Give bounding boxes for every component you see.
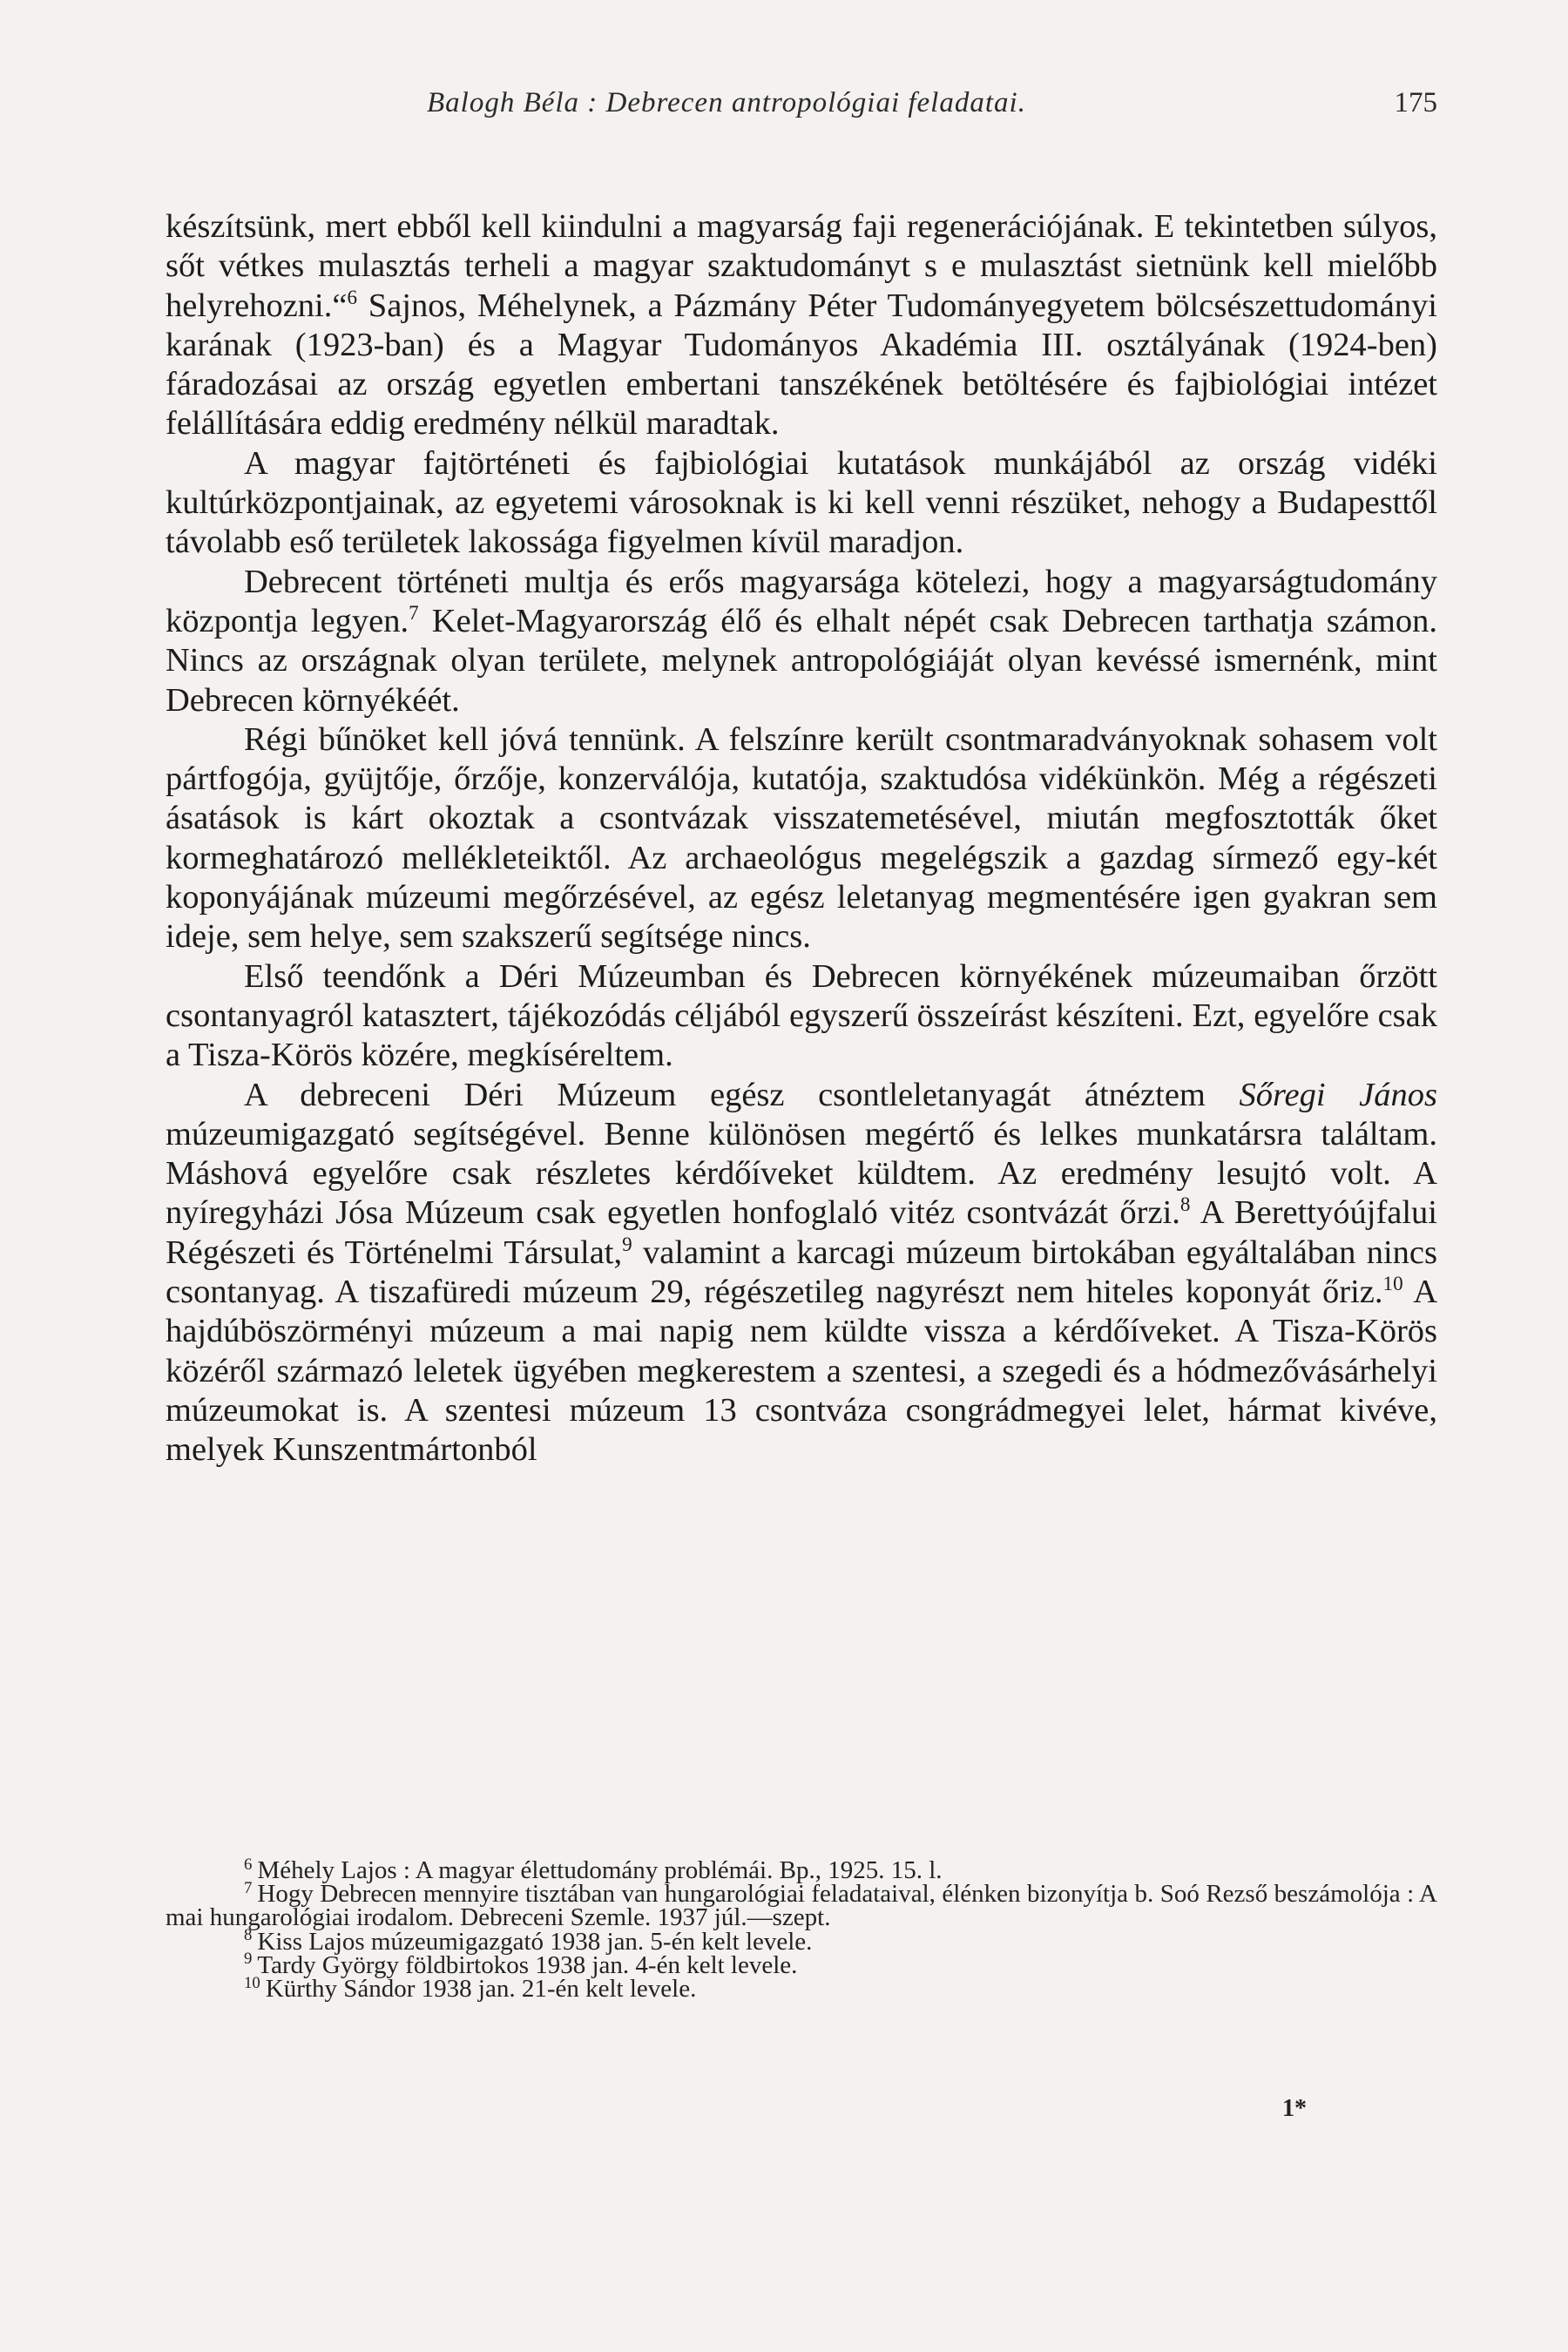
paragraph bbox=[166, 444, 1437, 563]
footnote-ref: 6 bbox=[347, 285, 357, 308]
text-run: Kelet-Magyarország élő és elhalt népét csak Debrecen tarthatja számon. Nincs az országnak olyan területe, melynek antropológiáját olyan kevéssé ismernénk, mint Debrecen környékéét. bbox=[166, 602, 1437, 719]
footnote-text: Kiss Lajos múzeumigazgató 1938 jan. 5-én kelt levele. bbox=[257, 1927, 813, 1956]
running-header bbox=[166, 87, 1437, 131]
paragraph bbox=[166, 957, 1437, 1076]
text-run: A debreceni Déri Múzeum egész csontleletanyagát átnéztem bbox=[244, 1076, 1240, 1113]
paragraph bbox=[166, 720, 1437, 957]
text-run: A Berettyóújfalui Régészeti és Történelmi Társulat, bbox=[166, 1194, 1437, 1271]
footnote-number: 10 bbox=[244, 1973, 260, 1992]
footnote bbox=[166, 1878, 1437, 1932]
text-run: Debrecent történeti multja és erős magyarsága kötelezi, hogy a magyarságtudomány központja legyen. bbox=[166, 563, 1437, 639]
footnote-number: 6 bbox=[244, 1855, 253, 1874]
footnote bbox=[166, 1950, 1437, 1979]
footnote-text: Tardy György földbirtokos 1938 jan. 4-én kelt levele. bbox=[257, 1950, 798, 1979]
footnotes bbox=[166, 1855, 1437, 2004]
footnote bbox=[166, 1973, 1437, 2004]
footnote-text: Méhely Lajos : A magyar élettudomány problémái. Bp., 1925. 15. l. bbox=[257, 1856, 943, 1884]
paragraph bbox=[166, 563, 1437, 720]
text-run: Sajnos, Méhelynek, a Pázmány Péter Tudományegyetem bölcsészettudományi karának (1923-ban) és a Magyar Tudományos Akadémia III. osztályának (1924-ben) fáradozásai az ország egyetlen embertani tanszékének betöltésére és fajbiológiai intézet felállítására eddig eredmény nélkül maradtak. bbox=[166, 287, 1437, 443]
page-number: 175 bbox=[1394, 87, 1437, 118]
signature-mark: 1* bbox=[1282, 2095, 1307, 2122]
text-run: Régi bűnöket kell jóvá tennünk. A felszínre került csontmaradványoknak sohasem volt pártfogója, gyüjtője, őrzője, konzerválója, kutatója, szaktudósa vidékünkön. Még a régészeti ásatások is kárt okoztak a csontvázak visszatemetésével, miután megfosztották őket kormeghatározó mellékleteiktől. Az archaeológus megelégszik a gazdag sírmező egy-két koponyájának múzeumi megőrzésével, az egész leletanyag megmentésére igen gyakran sem ideje, sem helye, sem szakszerű segítsége nincs. bbox=[166, 720, 1437, 956]
body-text bbox=[166, 207, 1437, 1470]
footnote-ref: 10 bbox=[1382, 1272, 1403, 1295]
footnote bbox=[166, 1926, 1437, 1956]
footnote-number: 9 bbox=[244, 1950, 253, 1969]
text-run: A magyar fajtörténeti és fajbiológiai kutatások munkájából az ország vidéki kultúrközpontjainak, az egyetemi városoknak is ki kell venni részüket, nehogy a Budapesttől távolabb eső területek lakossága figyelmen kívül maradjon. bbox=[166, 444, 1437, 561]
text-run: készítsünk, mert ebből kell kiindulni a magyarság faji regenerációjának. E tekintetben súlyos, sőt vétkes mulasztás terheli a magyar szaktudományt s e mulasztást sietnünk kell mielőbb helyrehozni.“ bbox=[166, 208, 1437, 324]
text-run: valamint a karcagi múzeum birtokában egyáltalában nincs csontanyag. A tiszafüredi múzeum 29, régészetileg nagyrészt nem hiteles koponyát őriz. bbox=[166, 1233, 1438, 1311]
text-run: A hajdúböszörményi múzeum a mai napig nem küldte vissza a kérdőíveket. A Tisza-Körös közéről származó leletek ügyében megkerestem a szentesi, a szegedi és a hódmezővásárhelyi múzeumokat is. A szentesi múzeum 13 csontváza csongrádmegyei lelet, hármat kivéve, melyek Kunszentmártonból bbox=[166, 1274, 1437, 1469]
text-run: Első teendőnk a Déri Múzeumban és Debrecen környékének múzeumaiban őrzött csontanyagról katasztert, tájékozódás céljából egyszerű összeírást készíteni. Ezt, egyelőre csak a Tisza-Körös közére, megkíséreltem. bbox=[166, 957, 1437, 1074]
running-title: Balogh Béla : Debrecen antropológiai feladatai. bbox=[427, 87, 1026, 118]
footnote-number: 8 bbox=[244, 1926, 253, 1945]
footnote-text: Kürthy Sándor 1938 jan. 21-én kelt levele. bbox=[265, 1975, 697, 2004]
italic-name: Sőregi János bbox=[1239, 1076, 1437, 1113]
footnote-text: Hogy Debrecen mennyire tisztában van hungarológiai feladataival, élénken bizonyítja b. Soó Rezső beszámolója : A mai hungarológiai irodalom. Debreceni Szemle. 1937 júl.—szept. bbox=[166, 1880, 1437, 1932]
text-run: múzeumigazgató segítségével. Benne különösen megértő és lelkes munkatársra találtam. Máshová egyelőre csak részletes kérdőíveket küldtem. Az eredmény lesujtó volt. A nyíregyházi Jósa Múzeum csak egyetlen honfoglaló vitéz csontvázát őrzi. bbox=[166, 1115, 1437, 1232]
footnote-ref: 8 bbox=[1179, 1193, 1191, 1216]
footnote-number: 7 bbox=[244, 1878, 253, 1897]
paragraph bbox=[166, 207, 1437, 444]
footnote-ref: 7 bbox=[409, 601, 419, 625]
footnote-ref: 9 bbox=[622, 1232, 632, 1255]
paragraph bbox=[166, 1076, 1437, 1470]
